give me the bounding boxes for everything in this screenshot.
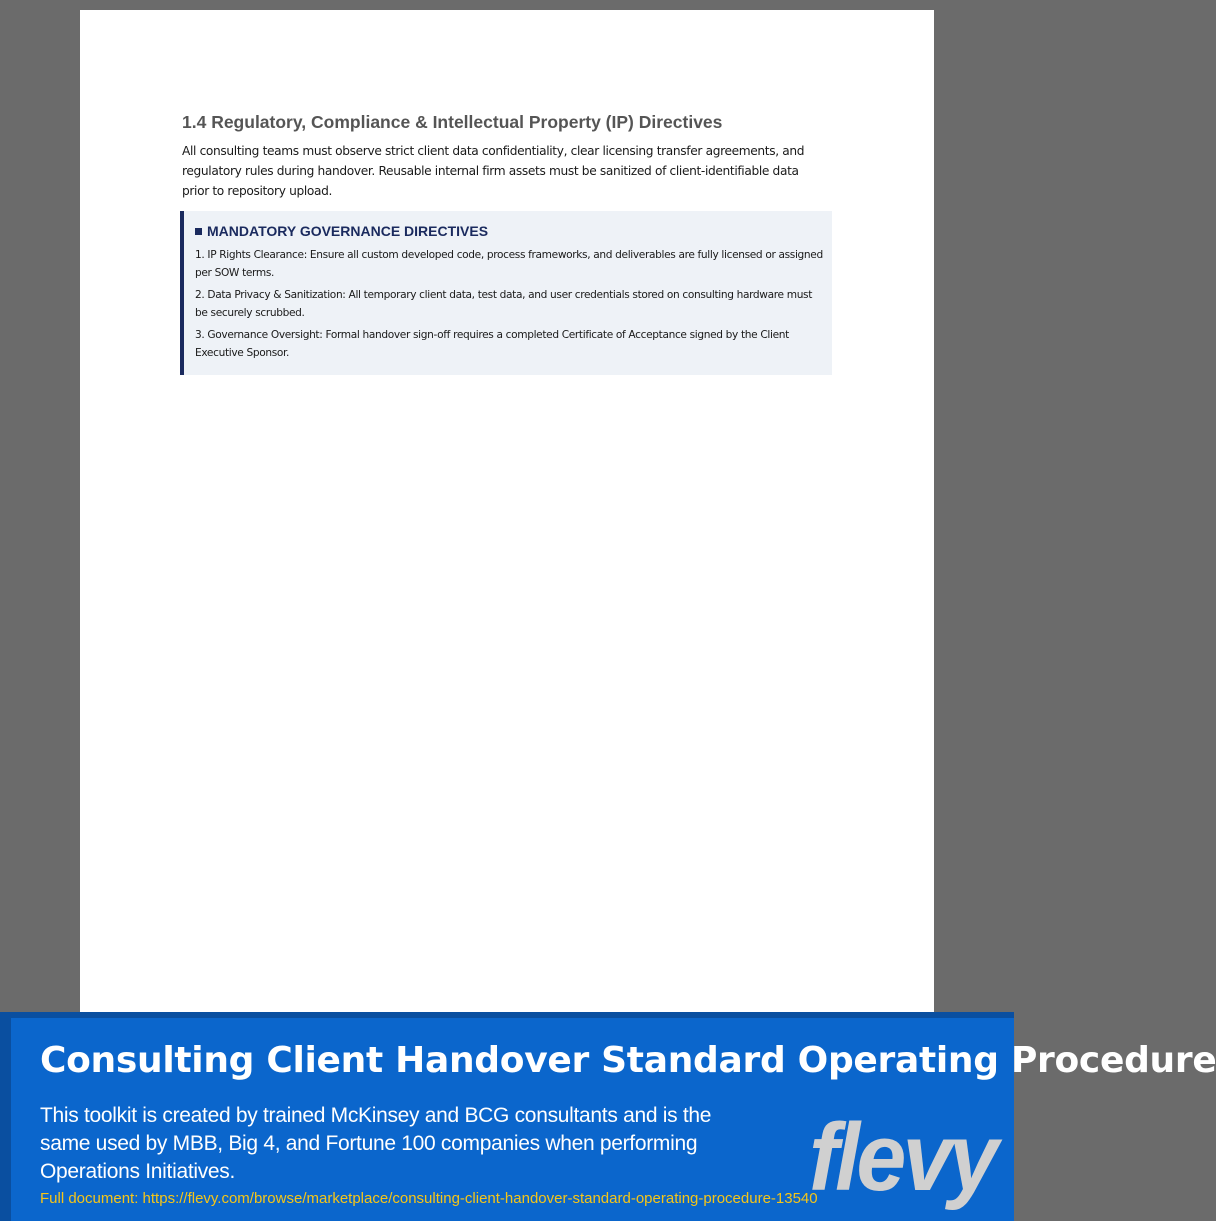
banner-description: This toolkit is created by trained McKinsey and BCG consultants and is the same used by MBB, Big 4, and Fortune 100 companies when performing Operations Initiatives. [40,1104,712,1183]
banner-title: Consulting Client Handover Standard Operating Procedure [40,1040,1216,1081]
promo-banner [0,1012,1216,1221]
section-title: 1.4 Regulatory, Compliance & Intellectual Property (IP) Directives [182,112,723,132]
section-body: All consulting teams must observe strict client data confidentiality, clear licensing transfer agreements, and regulatory rules during handover. Reusable internal firm assets must be sanitized of client-identifiable data prior to repository upload. [182,144,805,198]
square-bullet-icon [195,228,202,235]
flevy-logo[interactable] [805,1104,1004,1211]
directive-item: 3. Governance Oversight: Formal handover sign-off requires a completed Certificate of Acceptance signed by the Client Executive Sponsor. [195,329,789,359]
callout-title [195,223,488,239]
directive-item: 1. IP Rights Clearance: Ensure all custom developed code, process frameworks, and deliverables are fully licensed or assigned per SOW terms. [195,249,823,279]
governance-callout [180,211,832,375]
promo-banner-panel [11,1018,1216,1221]
callout-title-text: MANDATORY GOVERNANCE DIRECTIVES [207,223,489,239]
full-document-link[interactable]: Full document: https://flevy.com/browse/marketplace/consulting-client-handover-standard-operating-procedure-13540 [40,1190,818,1207]
directive-item: 2. Data Privacy & Sanitization: All temporary client data, test data, and user credentials stored on consulting hardware must be securely scrubbed. [195,289,813,319]
document-page [80,10,934,1012]
flevy-logo-text: flevy [809,1104,1004,1211]
